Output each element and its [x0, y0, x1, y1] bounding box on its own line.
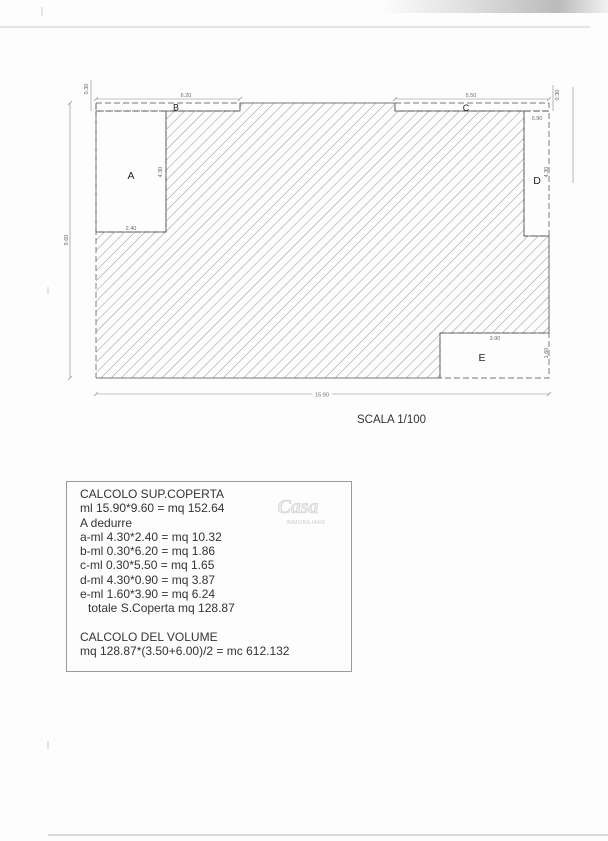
blank-row	[80, 616, 351, 630]
total-covered-surface: totale S.Coperta mq 128.87	[88, 601, 235, 616]
dimension-text-d-height: 4.30	[544, 166, 550, 178]
dimension-text-top-right: 0.30	[555, 89, 561, 101]
deduction-line-c: c-ml 0.30*5.50 = mq 1.65	[80, 558, 215, 573]
scale-label: SCALA 1/100	[357, 414, 427, 426]
gross-surface-line: ml 15.90*9.60 = mq 152.64	[80, 501, 225, 516]
cutout-label-d: D	[533, 175, 541, 187]
cutout-c	[395, 103, 549, 111]
deduction-line-a: a-ml 4.30*2.40 = mq 10.32	[80, 529, 222, 544]
dimension-text-d-width: 0.90	[531, 116, 543, 122]
dimension-text-overall-width: 15.90	[315, 392, 329, 399]
cutout-label-c: C	[462, 103, 470, 113]
volume-formula-line: mq 128.87*(3.50+6.00)/2 = mc 612.132	[80, 644, 290, 659]
surface-calc-title: CALCOLO SUP.COPERTA	[80, 487, 225, 501]
cutout-label-a: A	[127, 170, 135, 182]
dimension-text-overall-height: 9.60	[64, 234, 70, 246]
cutout-label-e: E	[478, 352, 486, 364]
deduct-label: A dedurre	[80, 515, 133, 530]
deduction-line-d: d-ml 4.30*0.90 = mq 3.87	[80, 572, 216, 587]
dimension-text-b-width: 6.20	[180, 93, 192, 99]
cutout-label-b: B	[172, 102, 180, 113]
dimension-text-e-height: 1.60	[544, 347, 550, 359]
logo-subtitle: IMMOBILIARE	[286, 520, 326, 526]
deduction-line-b: b-ml 0.30*6.20 = mq 1.86	[80, 544, 216, 559]
calculation-box	[66, 481, 352, 672]
cutout-b	[96, 103, 240, 111]
volume-calc-title: CALCOLO DEL VOLUME	[80, 629, 218, 644]
logo-name: Casa	[277, 496, 319, 518]
dimension-text-e-width: 3.90	[489, 336, 501, 342]
covered-area-hatched	[96, 103, 549, 378]
dimension-text-a-width: 2.40	[125, 226, 137, 232]
dimension-text-a-height: 4.30	[158, 166, 164, 178]
dimension-text-c-width: 5.50	[465, 93, 477, 99]
deduction-line-e: e-ml 1.60*3.90 = mq 6.24	[80, 587, 216, 602]
dimension-text-top-left: 0.30	[84, 83, 90, 95]
